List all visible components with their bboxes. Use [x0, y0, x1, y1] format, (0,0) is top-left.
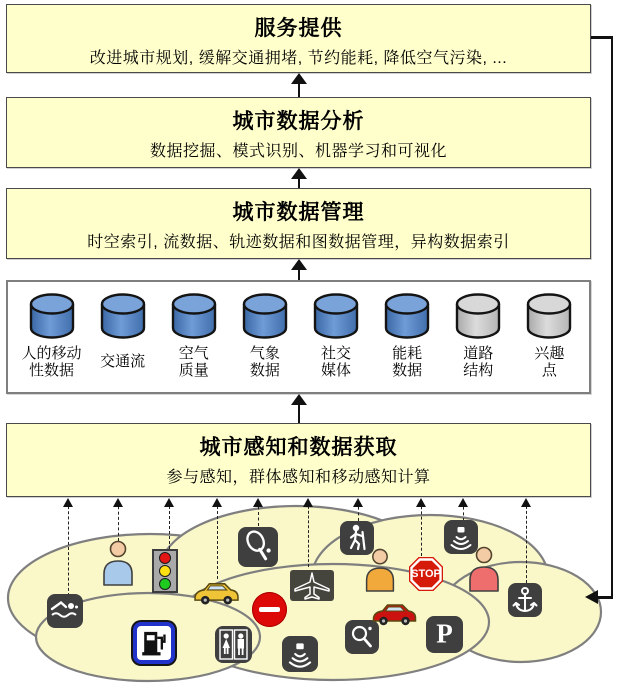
layer-analysis-subtitle: 数据挖掘、模式识别、机器学习和可视化	[149, 143, 447, 160]
up-arrow-sensing-to-database	[291, 394, 307, 423]
layer-analysis-box	[6, 97, 591, 168]
database-cylinder-icon	[97, 292, 149, 342]
dashed-up-arrow-1	[118, 501, 119, 541]
traffic-light-icon	[152, 549, 178, 593]
database-label: 人的移动 性数据	[21, 344, 82, 379]
parking-label: P	[436, 617, 453, 648]
database-label: 兴趣 点	[534, 344, 565, 379]
database-cylinder-icon	[310, 292, 362, 342]
airplane-icon	[290, 570, 334, 601]
database-item-6	[443, 292, 514, 388]
tennis-racket-icon	[238, 527, 278, 567]
database-label: 道路 结构	[463, 344, 494, 379]
feedback-line-right	[611, 36, 614, 598]
feedback-arrowhead	[585, 590, 598, 604]
taxi-car-icon	[193, 578, 240, 608]
stop-sign-icon	[408, 556, 444, 592]
database-cylinder-icon	[523, 292, 575, 342]
up-arrow-database-to-management	[291, 259, 307, 280]
dashed-up-arrow-7	[421, 501, 422, 556]
database-label: 能耗 数据	[392, 344, 423, 379]
dashed-up-arrow-2	[169, 501, 170, 549]
dashed-up-arrow-4	[258, 501, 259, 526]
database-item-1	[87, 292, 158, 388]
database-cylinder-icon	[452, 292, 504, 342]
database-item-3	[229, 292, 300, 388]
gas-station-icon	[133, 622, 175, 664]
database-cylinder-icon	[26, 292, 78, 342]
dashed-up-arrow-3	[217, 501, 218, 579]
no-entry-icon	[252, 592, 287, 627]
layer-sensing-subtitle: 参与感知，群体感知和移动感知计算	[166, 469, 431, 486]
layer-service-subtitle: 改进城市规划, 缓解交通拥堵, 节约能耗, 降低空气污染, ...	[89, 50, 508, 67]
database-item-2	[158, 292, 229, 388]
layer-management-subtitle: 时空索引, 流数据、轨迹数据和图数据管理，异构数据索引	[87, 234, 510, 251]
up-arrow-analysis-to-service	[291, 73, 307, 97]
database-cylinder-icon	[381, 292, 433, 342]
person-orange-icon	[363, 548, 397, 592]
restroom-icon	[215, 626, 252, 663]
up-arrow-management-to-analysis	[291, 168, 307, 188]
layer-sensing-box	[6, 423, 591, 497]
database-item-7	[514, 292, 585, 388]
dashed-up-arrow-5	[308, 501, 309, 567]
layer-management-box	[6, 188, 591, 259]
layer-service-box	[6, 4, 591, 73]
layer-analysis-title: 城市数据分析	[232, 110, 365, 133]
layer-management-title: 城市数据管理	[232, 201, 365, 224]
dashed-up-arrow-6	[358, 501, 359, 521]
database-repository-box	[6, 280, 591, 394]
dashed-up-arrow-9	[526, 501, 527, 583]
person-red-icon	[466, 546, 502, 592]
database-label: 空气 质量	[178, 344, 209, 379]
sonar-sensor-icon-2	[282, 636, 318, 672]
stop-sign-label: STOP	[411, 567, 441, 580]
anchor-icon	[508, 583, 542, 617]
dashed-up-arrow-0	[68, 501, 69, 596]
feedback-line-bottom	[597, 596, 613, 599]
person-blue-icon	[100, 540, 136, 586]
database-item-0	[16, 292, 87, 388]
database-item-4	[301, 292, 372, 388]
layer-sensing-title: 城市感知和数据获取	[199, 436, 398, 459]
database-label: 社交 媒体	[321, 344, 352, 379]
database-item-5	[372, 292, 443, 388]
layer-service-title: 服务提供	[254, 17, 343, 40]
database-label: 交通流	[100, 353, 146, 371]
swimmer-icon	[47, 594, 83, 628]
database-cylinder-icon	[168, 292, 220, 342]
database-label: 气象 数据	[249, 344, 280, 379]
dashed-up-arrow-8	[463, 501, 464, 521]
database-row	[8, 282, 589, 392]
database-cylinder-icon	[239, 292, 291, 342]
sports-car-icon	[371, 600, 418, 628]
parking-icon	[426, 616, 463, 653]
